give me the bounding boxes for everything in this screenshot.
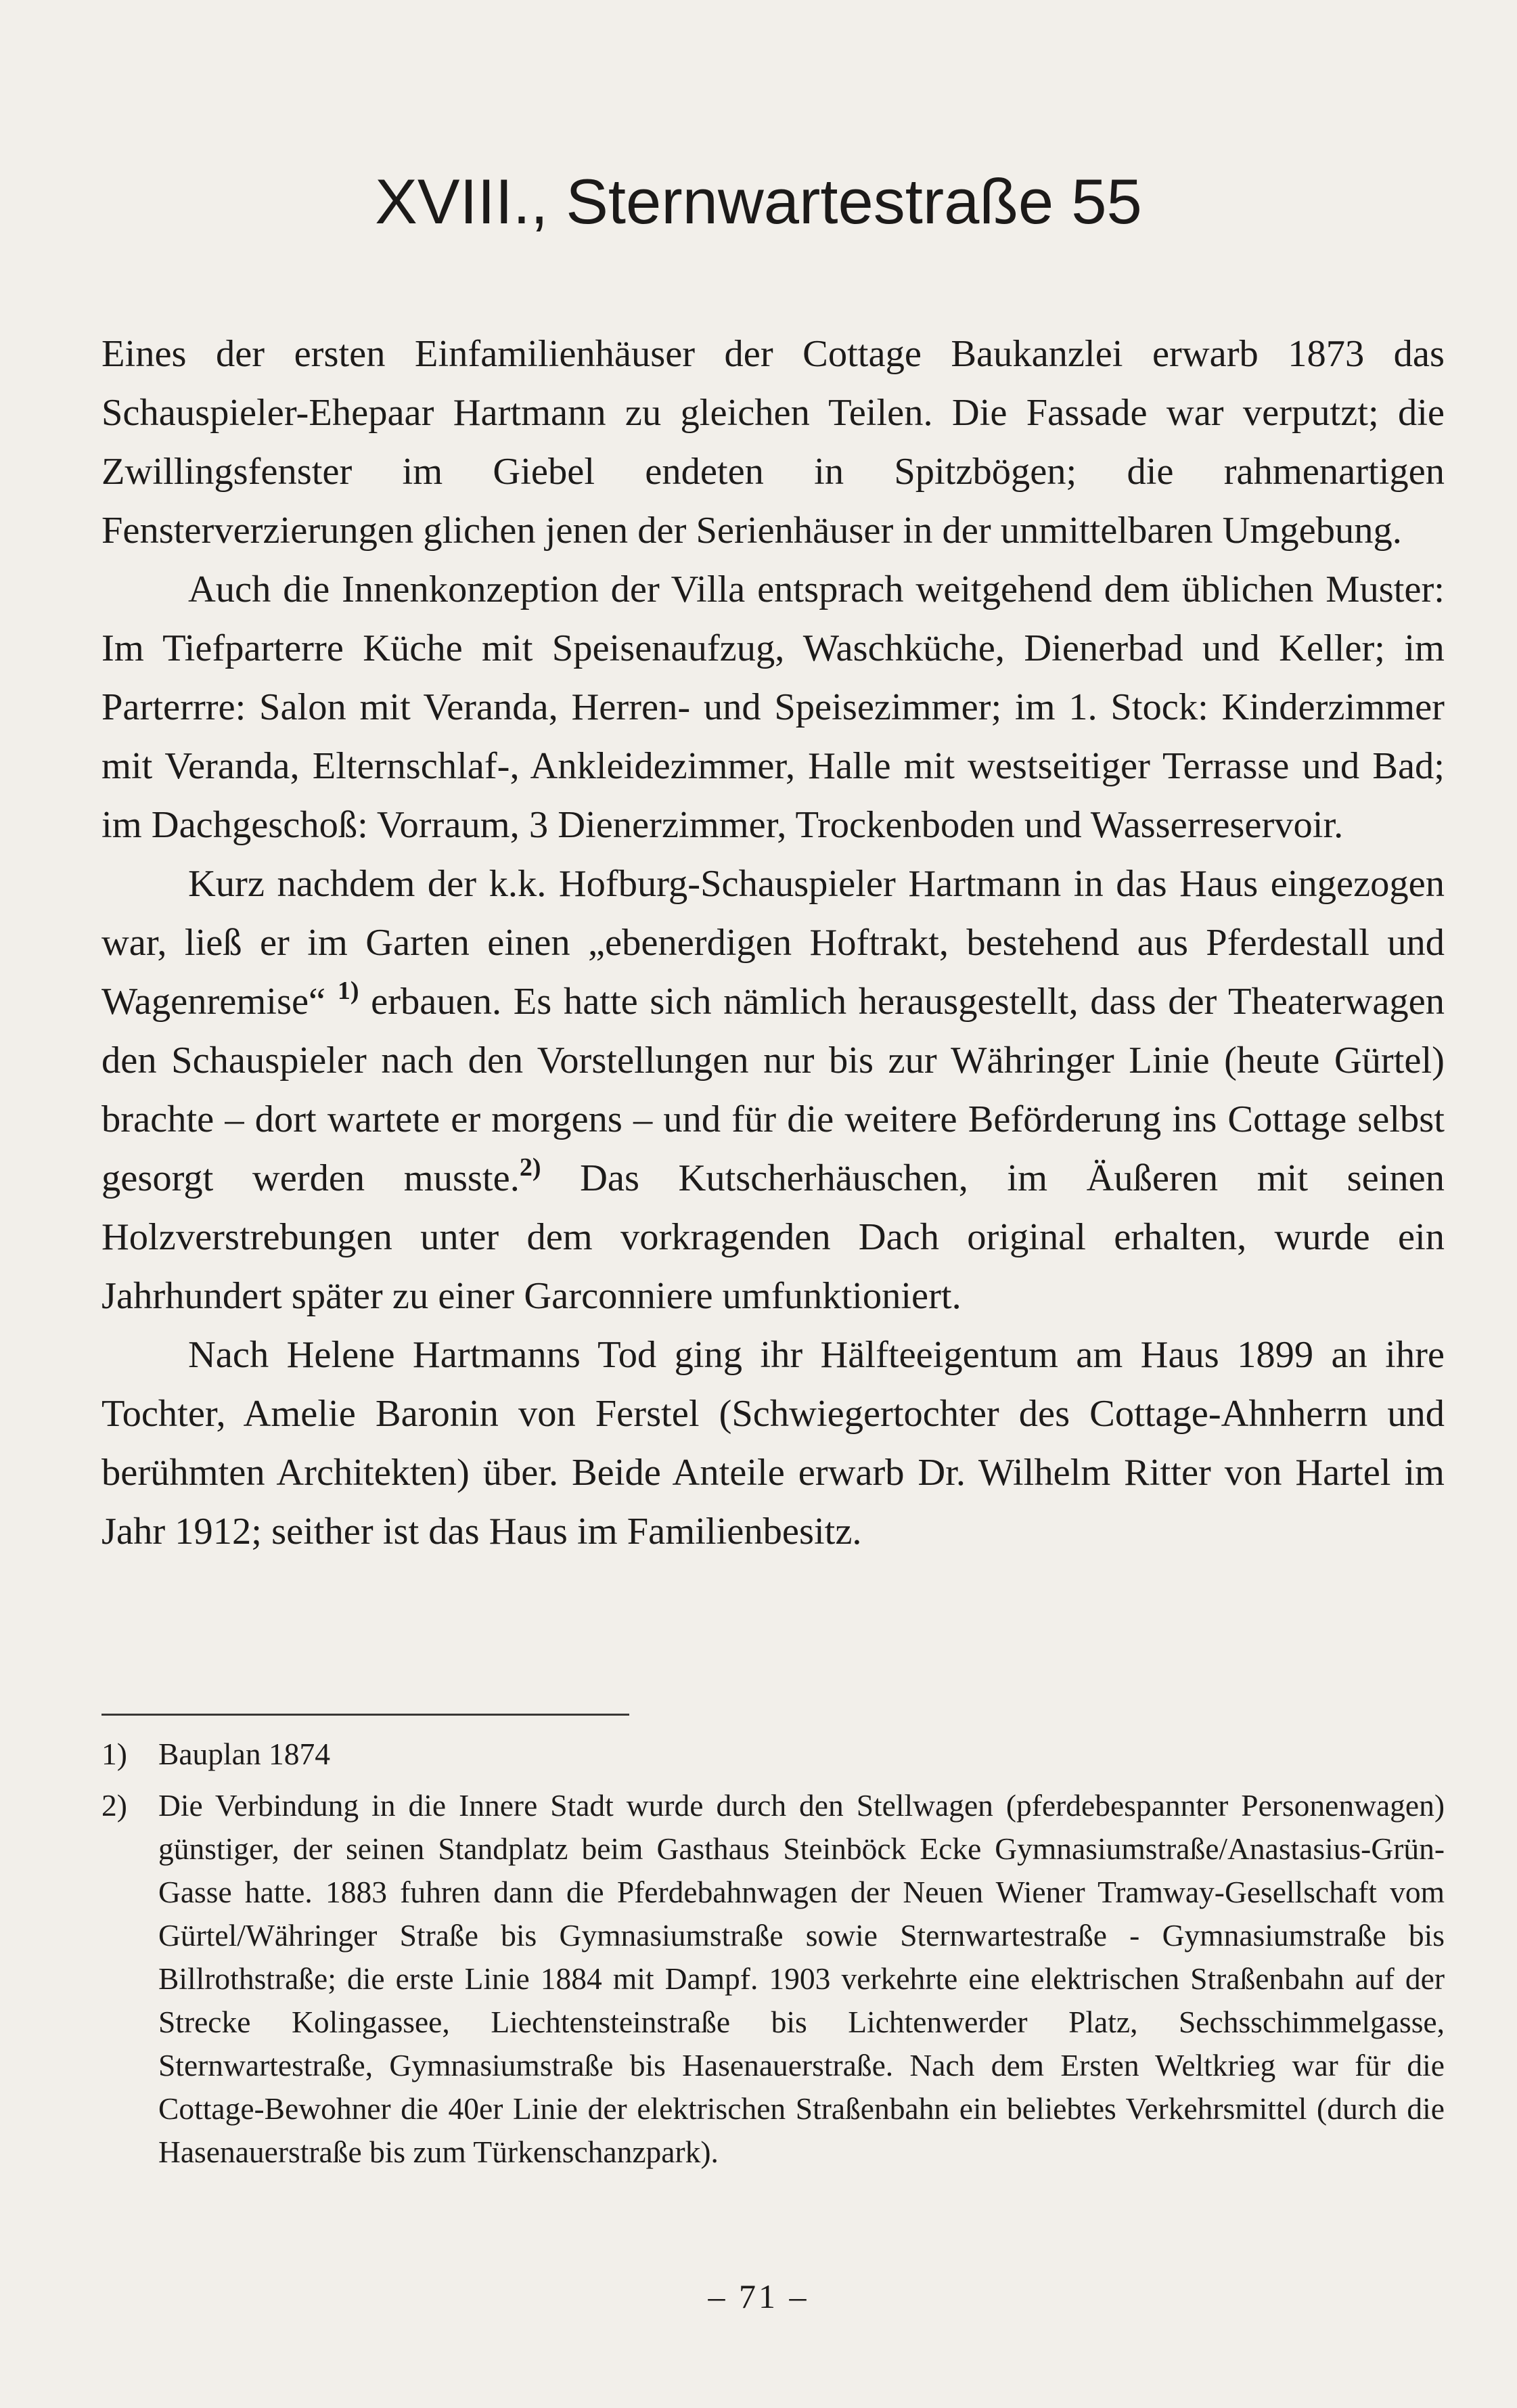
footnote-text: Die Verbindung in die Innere Stadt wurde durch den Stellwagen (pferdebespannter Personenwagen) günstiger, der seinen Standplatz beim Gasthaus Steinböck Ecke Gymnasiumstraße/Anastasius-Grün-Gasse hatte. 1883 fuhren dann die Pferdebahnwagen der Neuen Wiener Tramway-Gesellschaft vom Gürtel/Währinger Straße bis Gymnasiumstraße sowie Sternwartestraße - Gymnasiumstraße bis Billrothstraße; die erste Linie 1884 mit Dampf. 1903 verkehrte eine elektrischen Straßenbahn auf der Strecke Kolingassee, Liechtensteinstraße bis Lichtenwerder Platz, Sechsschimmelgasse, Sternwartestraße, Gymnasiumstraße bis Hasenauerstraße. Nach dem Ersten Weltkrieg war für die Cottage-Bewohner die 40er Linie der elektrischen Straßenbahn ein beliebtes Verkehrsmittel (durch die Hasenauerstraße bis zum Türkenschanzpark). <box>158 1788 1445 2169</box>
footnote-ref-2: 2) <box>519 1153 541 1182</box>
paragraph-3-part-a: Kurz nachdem der k.k. Hofburg-Schauspieler Hartmann in das Haus eingezogen war, ließ er im Garten einen „ebenerdigen Hoftrakt, bestehend aus Pferdestall und Wagenremise“ <box>101 863 1445 1023</box>
paragraph-3-part-b: erbauen. Es hatte sich nämlich herausgestellt, dass der Theaterwagen den Schauspieler nach den Vorstellungen nur bis zur Währinger Linie (heute Gürtel) brachte – dort wartete er morgens – und für die weitere Beförderung ins Cottage selbst gesorgt werden musste. <box>101 981 1445 1199</box>
footnote-1 <box>101 1733 1445 1776</box>
paragraph-1: Eines der ersten Einfamilienhäuser der Cottage Baukanzlei erwarb 1873 das Schauspieler-Ehepaar Hartmann zu gleichen Teilen. Die Fassade war verputzt; die Zwillingsfenster im Giebel endeten in Spitzbögen; die rahmenartigen Fensterverzierungen glichen jenen der Serienhäuser in der unmittelbaren Umgebung. <box>101 333 1445 552</box>
paragraph-3-part-c: Das Kutscherhäuschen, im Äußeren mit seinen Holzverstrebungen unter dem vorkragenden Dach original erhalten, wurde ein Jahrhundert später zu einer Garconniere umfunktioniert. <box>101 1157 1445 1317</box>
footnote-ref-1: 1) <box>337 977 359 1005</box>
page-title: XVIII., Sternwartestraße 55 <box>375 166 1142 237</box>
footnote-number: 1) <box>101 1737 127 1771</box>
paragraph-4: Nach Helene Hartmanns Tod ging ihr Hälfteeigentum am Haus 1899 an ihre Tochter, Amelie Baronin von Ferstel (Schwiegertochter des Cottage-Ahnherrn und berühmten Architekten) über. Beide Anteile erwarb Dr. Wilhelm Ritter von Hartel im Jahr 1912; seither ist das Haus im Familienbesitz. <box>101 1334 1445 1553</box>
page-number: – 71 – <box>708 2277 809 2315</box>
footnote-divider <box>101 1714 629 1716</box>
paragraph-3 <box>101 855 1445 1326</box>
footnote-number: 2) <box>101 1788 127 1823</box>
footnote-2 <box>101 1784 1445 2174</box>
paragraph-2: Auch die Innenkonzeption der Villa entsprach weitgehend dem üblichen Muster: Im Tiefparterre Küche mit Speisenaufzug, Waschküche, Dienerbad und Keller; im Parterrre: Salon mit Veranda, Herren- und Speisezimmer; im 1. Stock: Kinderzimmer mit Veranda, Elternschlaf-, Ankleidezimmer, Halle mit westseitiger Terrasse und Bad; im Dachgeschoß: Vorraum, 3 Dienerzimmer, Trockenboden und Wasserreservoir. <box>101 568 1445 846</box>
footnotes <box>101 1733 1445 2182</box>
footnote-text: Bauplan 1874 <box>158 1737 331 1771</box>
body-text <box>101 325 1445 1561</box>
